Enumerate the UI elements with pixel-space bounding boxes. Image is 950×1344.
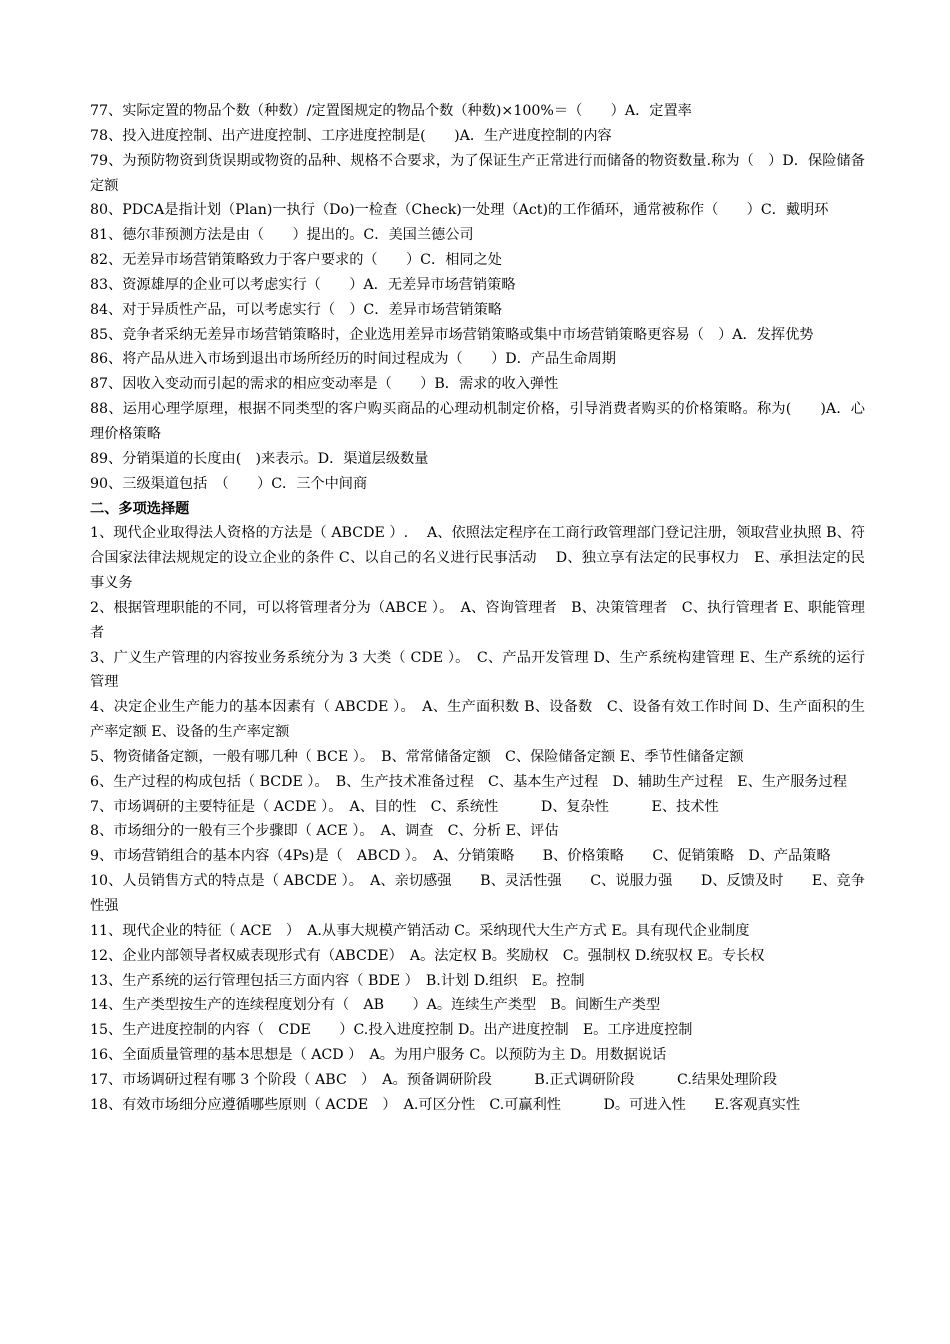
question-84: 84、对于异质性产品，可以考虑实行（ ）C．差异市场营销策略	[90, 301, 502, 318]
multi-question-5: 5、物资储备定额，一般有哪几种（ BCE ）。 B、常常储备定额 C、保险储备定额 E、季节性储备定额	[90, 748, 744, 765]
question-89: 89、分销渠道的长度由( )来表示。D．渠道层级数量	[90, 450, 429, 467]
multi-question-15: 15、生产进度控制的内容（ CDE ）C.投入进度控制 D。出产进度控制 E。工序进度控制	[90, 1022, 693, 1039]
multi-question-13: 13、生产系统的运行管理包括三方面内容（ BDE ） B.计划 D.组织 E。控制	[90, 972, 585, 989]
question-81: 81、德尔菲预测方法是由（ ）提出的。C．美国兰德公司	[90, 227, 474, 244]
question-87: 87、因收入变动而引起的需求的相应变动率是（ ）B．需求的收入弹性	[90, 376, 559, 393]
question-90: 90、三级渠道包括 （ ）C．三个中间商	[90, 475, 368, 492]
multi-question-11: 11、现代企业的特征（ ACE ） A.从事大规模产销活动 C。采纳现代大生产方式 E。具有现代企业制度	[90, 922, 750, 939]
question-83: 83、资源雄厚的企业可以考虑实行（ ）A．无差异市场营销策略	[90, 276, 516, 293]
multi-question-6: 6、生产过程的构成包括（ BCDE ）。 B、生产技术准备过程 C、基本生产过程 D、辅助生产过程 E、生产服务过程	[90, 773, 847, 790]
question-82: 82、无差异市场营销策略致力于客户要求的（ ）C．相同之处	[90, 252, 502, 269]
multi-question-10: 10、人员销售方式的特点是（ ABCDE ）。 A、亲切感强 B、灵活性强 C、说服力强 D、反馈及时 E、竞争性强	[90, 873, 865, 914]
multi-question-1: 1、现代企业取得法人资格的方法是（ ABCDE ）. A、依照法定程序在工商行政管理部门登记注册，领取营业执照 B、符合国家法律法规规定的设立企业的条件 C、以自己的名义进行民事活动 D、独立享有法定的民事权力 E、承担法定的民事义务	[90, 525, 865, 592]
multi-question-16: 16、全面质量管理的基本思想是（ ACD ） A。为用户服务 C。以预防为主 D。用数据说话	[90, 1047, 667, 1064]
multi-question-9: 9、市场营销组合的基本内容（4Ps)是（ ABCD ）。 A、分销策略 B、价格策略 C、促销策略 D、产品策略	[90, 848, 831, 865]
question-78: 78、投入进度控制、出产进度控制、工序进度控制是( )A．生产进度控制的内容	[90, 127, 612, 144]
question-85: 85、竞争者采纳无差异市场营销策略时，企业选用差异市场营销策略或集中市场营销策略更容易（ ）A．发挥优势	[90, 326, 814, 343]
multi-question-8: 8、市场细分的一般有三个步骤即（ ACE ）。 A、调查 C、分析 E、评估	[90, 823, 559, 840]
multi-question-14: 14、生产类型按生产的连续程度划分有（ AB ）A。连续生产类型 B。间断生产类型	[90, 997, 661, 1014]
section-heading: 二、多项选择题	[90, 500, 190, 517]
multi-question-2: 2、根据管理职能的不同，可以将管理者分为（ABCE ）。 A、咨询管理者 B、决策管理者 C、执行管理者 E、职能管理者	[90, 599, 865, 641]
question-77: 77、实际定置的物品个数（种数）/定置图规定的物品个数（种数)×100%＝（ ）A．定置率	[90, 103, 692, 119]
question-80: 80、PDCA是指计划（Plan)一执行（Do)一检查（Check)一处理（Act)的工作循环，通常被称作（ ）C．戴明环	[90, 202, 829, 219]
multi-question-3: 3、广义生产管理的内容按业务系统分为 3 大类（ CDE ）。 C、产品开发管理 D、生产系统构建管理 E、生产系统的运行管理	[90, 649, 865, 691]
multi-question-18: 18、有效市场细分应遵循哪些原则（ ACDE ） A.可区分性 C.可赢利性 D。可进入性 E.客观真实性	[90, 1096, 801, 1113]
multi-question-7: 7、市场调研的主要特征是（ ACDE ）。 A、目的性 C、系统性 D、复杂性 E、技术性	[90, 798, 719, 815]
multi-question-17: 17、市场调研过程有哪 3 个阶段（ ABC ） A。预备调研阶段 B.正式调研阶段 C.结果处理阶段	[90, 1071, 778, 1088]
multi-question-4: 4、决定企业生产能力的基本因素有（ ABCDE ）。 A、生产面积数 B、设备数 C、设备有效工作时间 D、生产面积的生产率定额 E、设备的生产率定额	[90, 699, 865, 741]
question-79: 79、为预防物资到货误期或物资的品种、规格不合要求，为了保证生产正常进行而储备的物资数量.称为（ ）D．保险储备定额	[90, 152, 865, 194]
question-88: 88、运用心理学原理，根据不同类型的客户购买商品的心理动机制定价格，引导消费者购买的价格策略。称为( )A．心理价格策略	[90, 401, 865, 442]
document-page	[90, 99, 865, 1118]
multi-question-12: 12、企业内部领导者权威表现形式有（ABCDE） A。法定权 B。奖励权 C。强制权 D.统驭权 E。专长权	[90, 947, 765, 964]
question-86: 86、将产品从进入市场到退出市场所经历的时间过程成为（ ）D．产品生命周期	[90, 351, 616, 368]
